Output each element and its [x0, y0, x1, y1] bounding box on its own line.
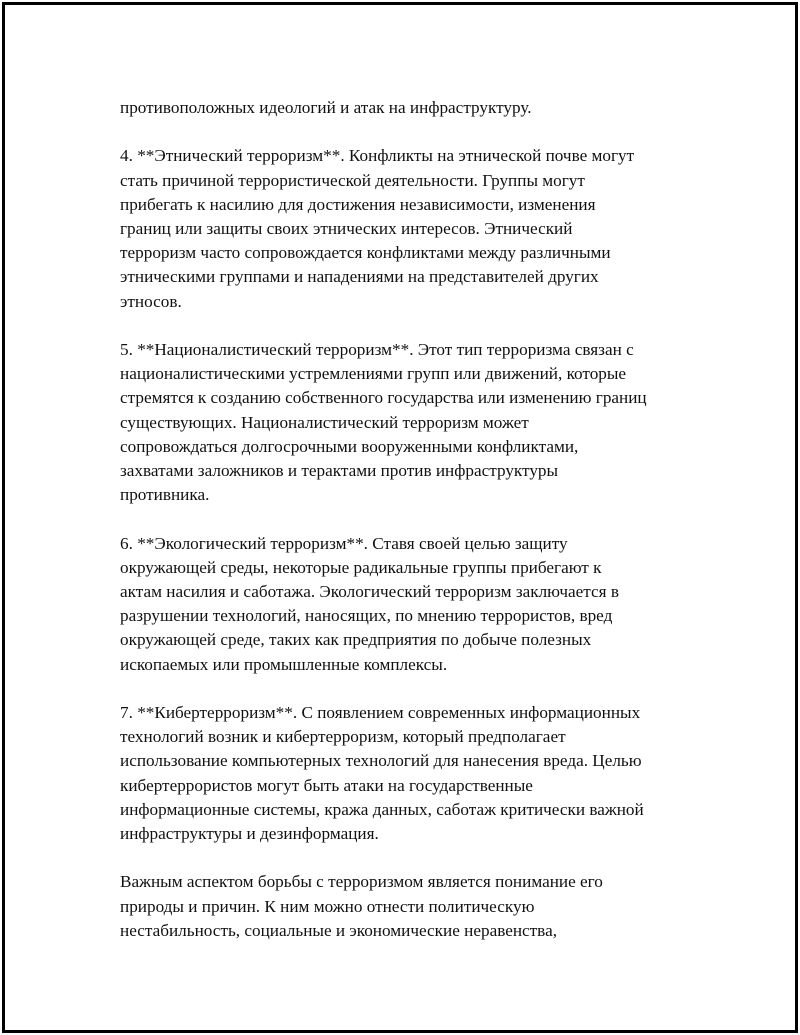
text-line: 4. **Этнический терроризм**. Конфликты на этнической почве могут [120, 146, 635, 166]
text-line: окружающей среде, таких как предприятия по добыче полезных [120, 630, 592, 650]
text-line: противника. [120, 485, 210, 505]
paragraph-continuation [120, 96, 700, 120]
text-line: националистическими устремлениями групп или движений, которые [120, 364, 627, 384]
text-line: разрушении технологий, наносящих, по мнению террористов, вред [120, 606, 613, 626]
text-line: этносов. [120, 291, 182, 311]
text-line: природы и причин. К ним можно отнести политическую [120, 896, 535, 916]
text-line: кибертеррористов могут быть атаки на государственные [120, 775, 533, 795]
document-body [120, 96, 700, 967]
text-line: терроризм часто сопровождается конфликтами между различными [120, 243, 611, 263]
text-line: 5. **Националистический терроризм**. Этот тип терроризма связан с [120, 340, 634, 359]
paragraph-cyberterrorism [120, 701, 700, 846]
text-line: границ или защиты своих этнических интересов. Этнический [120, 219, 573, 238]
text-line: прибегать к насилию для достижения независимости, изменения [120, 194, 596, 214]
paragraph-ethnic-terrorism [120, 144, 700, 313]
paragraph-counterterrorism [120, 870, 700, 943]
paragraph-nationalist-terrorism [120, 338, 700, 507]
text-line: актам насилия и саботажа. Экологический терроризм заключается в [120, 582, 619, 602]
text-line: существующих. Националистический терроризм может [120, 412, 529, 432]
text-line: технологий возник и кибертерроризм, который предполагает [120, 727, 566, 747]
text-line: ископаемых или промышленные комплексы. [120, 654, 448, 674]
text-line: информационные системы, кража данных, саботаж критически важной [120, 799, 644, 819]
page-frame [2, 2, 798, 1033]
text-line: 7. **Кибертерроризм**. С появлением современных информационных [120, 703, 641, 723]
text-line: окружающей среды, некоторые радикальные группы прибегают к [120, 557, 602, 577]
text-line: 6. **Экологический терроризм**. Ставя своей целью защиту [120, 533, 568, 553]
text-line: стать причиной террористической деятельности. Группы могут [120, 170, 585, 190]
text-line: инфраструктуры и дезинформация. [120, 824, 379, 844]
text-line: сопровождаться долгосрочными вооруженными конфликтами, [120, 436, 579, 456]
text-line: Важным аспектом борьбы с терроризмом является понимание его [120, 872, 603, 892]
text-line: этническими группами и нападениями на представителей других [120, 267, 599, 287]
text-line: противоположных идеологий и атак на инфраструктуру. [120, 98, 532, 117]
text-line: нестабильность, социальные и экономические неравенства, [120, 920, 557, 940]
text-line: захватами заложников и терактами против инфраструктуры [120, 461, 559, 481]
text-line: использование компьютерных технологий для нанесения вреда. Целью [120, 751, 642, 771]
paragraph-ecological-terrorism [120, 532, 700, 677]
text-line: стремятся к созданию собственного государства или изменению границ [120, 388, 647, 408]
